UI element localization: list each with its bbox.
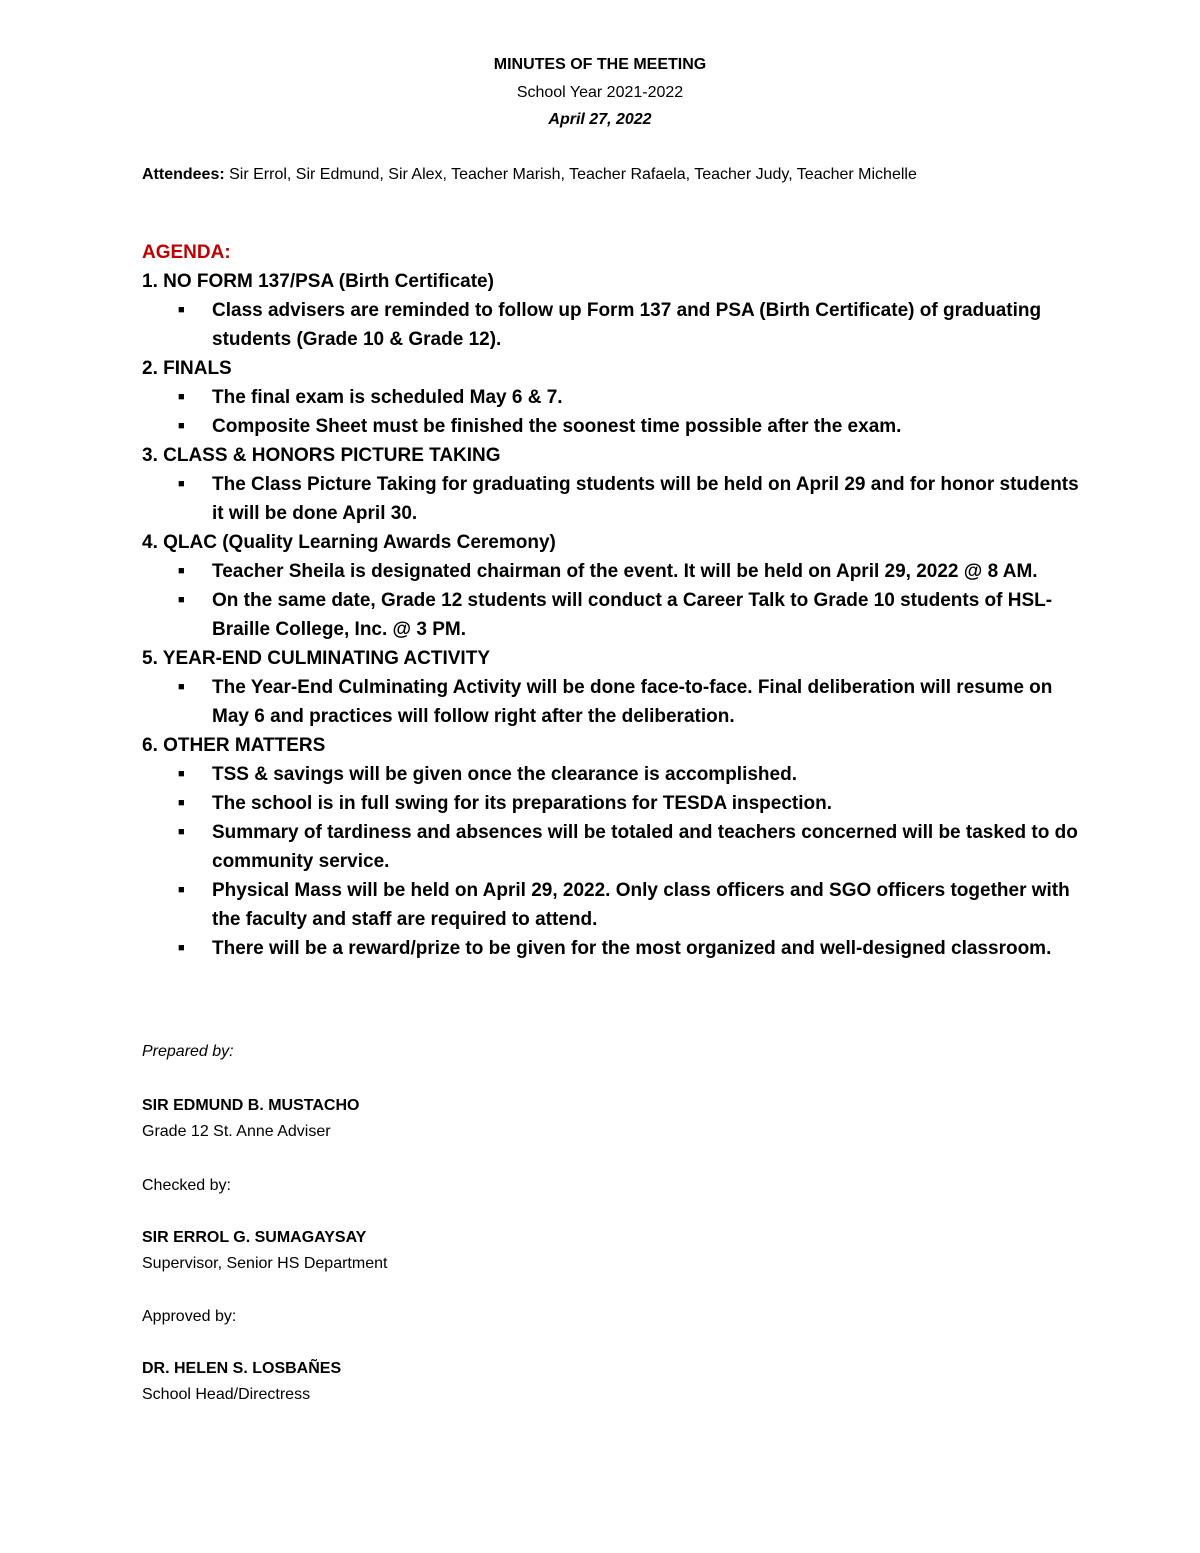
agenda-item-heading: 5. YEAR-END CULMINATING ACTIVITY	[142, 648, 490, 669]
list-item	[142, 586, 1082, 644]
prepared-by-name: SIR EDMUND B. MUSTACHO	[142, 1097, 360, 1114]
agenda-item-5	[142, 644, 1082, 731]
list-item-text: Summary of tardiness and absences will be totaled and teachers concerned will be tasked to do community service.	[212, 822, 1078, 872]
agenda-section	[142, 238, 1082, 963]
attendees-names: Sir Errol, Sir Edmund, Sir Alex, Teacher Marish, Teacher Rafaela, Teacher Judy, Teacher Michelle	[224, 166, 917, 183]
agenda-item-1	[142, 267, 1082, 354]
list-item-text: The school is in full swing for its preparations for TESDA inspection.	[212, 793, 833, 814]
document-title: MINUTES OF THE MEETING	[493, 56, 707, 73]
list-item	[142, 383, 1082, 412]
list-item	[142, 760, 1082, 789]
approved-by-role: School Head/Directress	[142, 1386, 311, 1403]
list-item	[142, 818, 1082, 876]
prepared-by-role: Grade 12 St. Anne Adviser	[142, 1123, 331, 1140]
agenda-item-3	[142, 441, 1082, 528]
agenda-item-4	[142, 528, 1082, 644]
agenda-item-heading: 2. FINALS	[142, 358, 232, 379]
list-item-text: The Year-End Culminating Activity will be done face-to-face. Final deliberation will resume on May 6 and practices will follow right after the deliberation.	[212, 677, 1053, 727]
square-bullet-icon: ■	[178, 826, 185, 838]
square-bullet-icon: ■	[178, 391, 185, 403]
agenda-item-heading: 4. QLAC (Quality Learning Awards Ceremony)	[142, 532, 556, 553]
list-item-text: The Class Picture Taking for graduating students will be held on April 29 and for honor students it will be done April 30.	[212, 474, 1079, 524]
checked-by-name: SIR ERROL G. SUMAGAYSAY	[142, 1229, 367, 1246]
agenda-item-heading: 1. NO FORM 137/PSA (Birth Certificate)	[142, 271, 494, 292]
agenda-title: AGENDA:	[142, 242, 231, 263]
bullet-list	[142, 296, 1082, 354]
meeting-date: April 27, 2022	[548, 111, 652, 128]
approved-by-label: Approved by:	[142, 1308, 237, 1325]
school-year: School Year 2021-2022	[516, 84, 684, 101]
list-item-text: Composite Sheet must be finished the soonest time possible after the exam.	[212, 416, 902, 437]
list-item-text: Teacher Sheila is designated chairman of the event. It will be held on April 29, 2022 @ 8 AM.	[212, 561, 1038, 582]
approved-by-name: DR. HELEN S. LOSBAÑES	[142, 1360, 342, 1377]
agenda-item-2	[142, 354, 1082, 441]
list-item	[142, 296, 1082, 354]
list-item	[142, 412, 1082, 441]
bullet-list	[142, 760, 1082, 963]
checked-by-role: Supervisor, Senior HS Department	[142, 1255, 388, 1272]
attendees-label: Attendees:	[142, 166, 225, 183]
square-bullet-icon: ■	[178, 797, 185, 809]
square-bullet-icon: ■	[178, 594, 185, 606]
list-item-text: There will be a reward/prize to be given for the most organized and well-designed classroom.	[212, 938, 1052, 959]
agenda-item-6	[142, 731, 1082, 963]
list-item	[142, 557, 1082, 586]
list-item-text: Class advisers are reminded to follow up Form 137 and PSA (Birth Certificate) of graduating students (Grade 10 & Grade 12).	[212, 300, 1042, 350]
list-item	[142, 789, 1082, 818]
square-bullet-icon: ■	[178, 420, 185, 432]
list-item-text: TSS & savings will be given once the clearance is accomplished.	[212, 764, 797, 785]
list-item	[142, 876, 1082, 934]
list-item-text: Physical Mass will be held on April 29, 2022. Only class officers and SGO officers together with the faculty and staff are required to attend.	[212, 880, 1070, 930]
agenda-item-heading: 6. OTHER MATTERS	[142, 735, 326, 756]
bullet-list	[142, 557, 1082, 644]
list-item	[142, 934, 1082, 963]
list-item	[142, 470, 1082, 528]
square-bullet-icon: ■	[178, 942, 185, 954]
square-bullet-icon: ■	[178, 884, 185, 896]
square-bullet-icon: ■	[178, 681, 185, 693]
bullet-list	[142, 470, 1082, 528]
list-item	[142, 673, 1082, 731]
agenda-item-heading: 3. CLASS & HONORS PICTURE TAKING	[142, 445, 501, 466]
square-bullet-icon: ■	[178, 565, 185, 577]
square-bullet-icon: ■	[178, 304, 185, 316]
square-bullet-icon: ■	[178, 478, 185, 490]
list-item-text: On the same date, Grade 12 students will conduct a Career Talk to Grade 10 students of HSL-Braille College, Inc. @ 3 PM.	[212, 590, 1053, 640]
bullet-list	[142, 673, 1082, 731]
square-bullet-icon: ■	[178, 768, 185, 780]
list-item-text: The final exam is scheduled May 6 & 7.	[212, 387, 563, 408]
bullet-list	[142, 383, 1082, 441]
attendees-paragraph	[142, 161, 1012, 188]
checked-by-label: Checked by:	[142, 1177, 231, 1194]
prepared-by-label: Prepared by:	[142, 1043, 234, 1060]
